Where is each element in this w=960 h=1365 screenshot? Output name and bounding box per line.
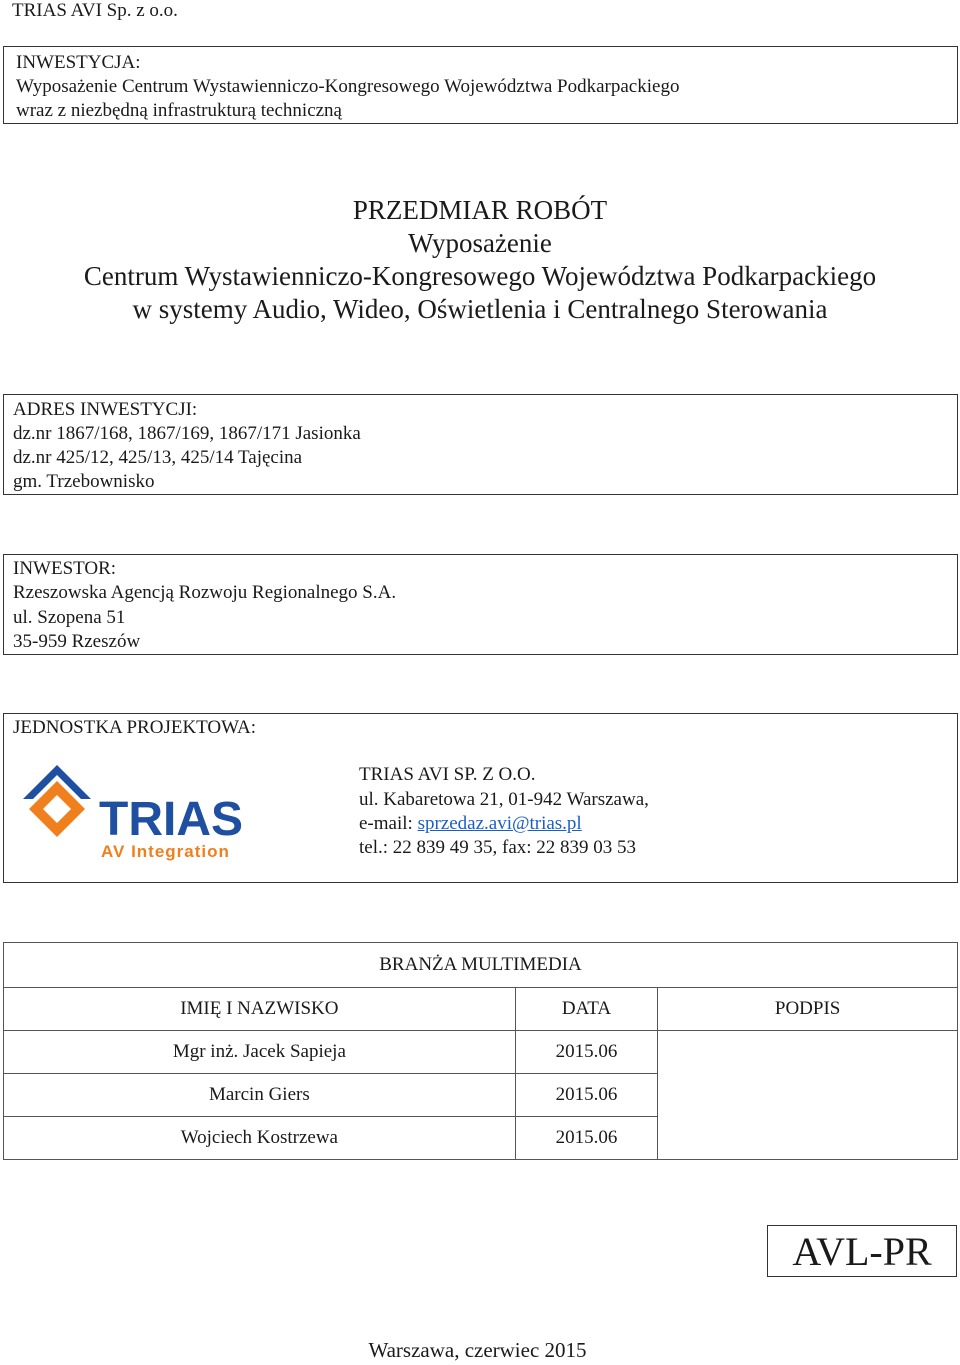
email-label: e-mail: [359, 813, 418, 834]
investor-line: Rzeszowska Agencją Rozwoju Regionalnego S.A. [13, 582, 397, 603]
investor-line: 35-959 Rzeszów [13, 631, 141, 652]
logo-tagline: AV Integration [101, 842, 230, 861]
branch-row [4, 943, 958, 988]
place-date-footer: Warszawa, czerwiec 2015 [368, 1338, 587, 1362]
investor-label: INWESTOR: [13, 558, 117, 579]
sign-date: 2015.06 [515, 1117, 658, 1160]
title-line-1: PRZEDMIAR ROBÓT [352, 195, 608, 225]
branch-cell: BRANŻA MULTIMEDIA [4, 943, 958, 988]
investor-box [3, 554, 958, 655]
investor-line: ul. Szopena 51 [13, 607, 126, 628]
signature-row [4, 1031, 958, 1074]
header-signature: PODPIS [658, 988, 958, 1031]
title-line-3: Centrum Wystawienniczo-Kongresowego Województwa Podkarpackiego [83, 261, 877, 291]
address-line: dz.nr 1867/168, 1867/169, 1867/171 Jasionka [13, 423, 361, 444]
investment-label: INWESTYCJA: [16, 52, 141, 73]
investment-box [3, 46, 958, 124]
sign-date: 2015.06 [515, 1074, 658, 1117]
person-name: Marcin Giers [4, 1074, 516, 1117]
title-line-4: w systemy Audio, Wideo, Oświetlenia i Centralnego Sterowania [132, 294, 828, 324]
title-line-2: Wyposażenie [408, 228, 552, 258]
company-header: TRIAS AVI Sp. z o.o. [12, 0, 178, 21]
design-unit-address: ul. Kabaretowa 21, 01-942 Warszawa, [359, 789, 649, 810]
header-name: IMIĘ I NAZWISKO [4, 988, 516, 1031]
address-line: dz.nr 425/12, 425/13, 425/14 Tajęcina [13, 447, 303, 468]
address-box [3, 394, 958, 495]
design-unit-label: JEDNOSTKA PROJEKTOWA: [13, 717, 256, 738]
design-unit-phone: tel.: 22 839 49 35, fax: 22 839 03 53 [359, 837, 637, 858]
design-unit-box [3, 713, 958, 883]
address-label: ADRES INWESTYCJI: [13, 399, 198, 420]
document-title [0, 194, 960, 326]
document-code: AVL-PR [767, 1225, 957, 1277]
person-name: Wojciech Kostrzewa [4, 1117, 516, 1160]
signature-area [658, 1031, 958, 1160]
trias-logo [19, 763, 259, 863]
logo-brand: TRIAS [99, 793, 243, 846]
trias-logo-graphic [19, 763, 259, 863]
design-unit-name: TRIAS AVI SP. Z O.O. [359, 764, 536, 785]
header-date: DATA [515, 988, 658, 1031]
email-link[interactable]: sprzedaz.avi@trias.pl [417, 813, 582, 834]
signature-table [3, 942, 958, 1160]
header-row [4, 988, 958, 1031]
address-line: gm. Trzebownisko [13, 471, 155, 492]
sign-date: 2015.06 [515, 1031, 658, 1074]
investment-line-2: wraz z niezbędną infrastrukturą techniczną [16, 100, 342, 121]
person-name: Mgr inż. Jacek Sapieja [4, 1031, 516, 1074]
investment-line-1: Wyposażenie Centrum Wystawienniczo-Kongresowego Województwa Podkarpackiego [16, 76, 680, 97]
design-unit-email-row [359, 812, 582, 836]
